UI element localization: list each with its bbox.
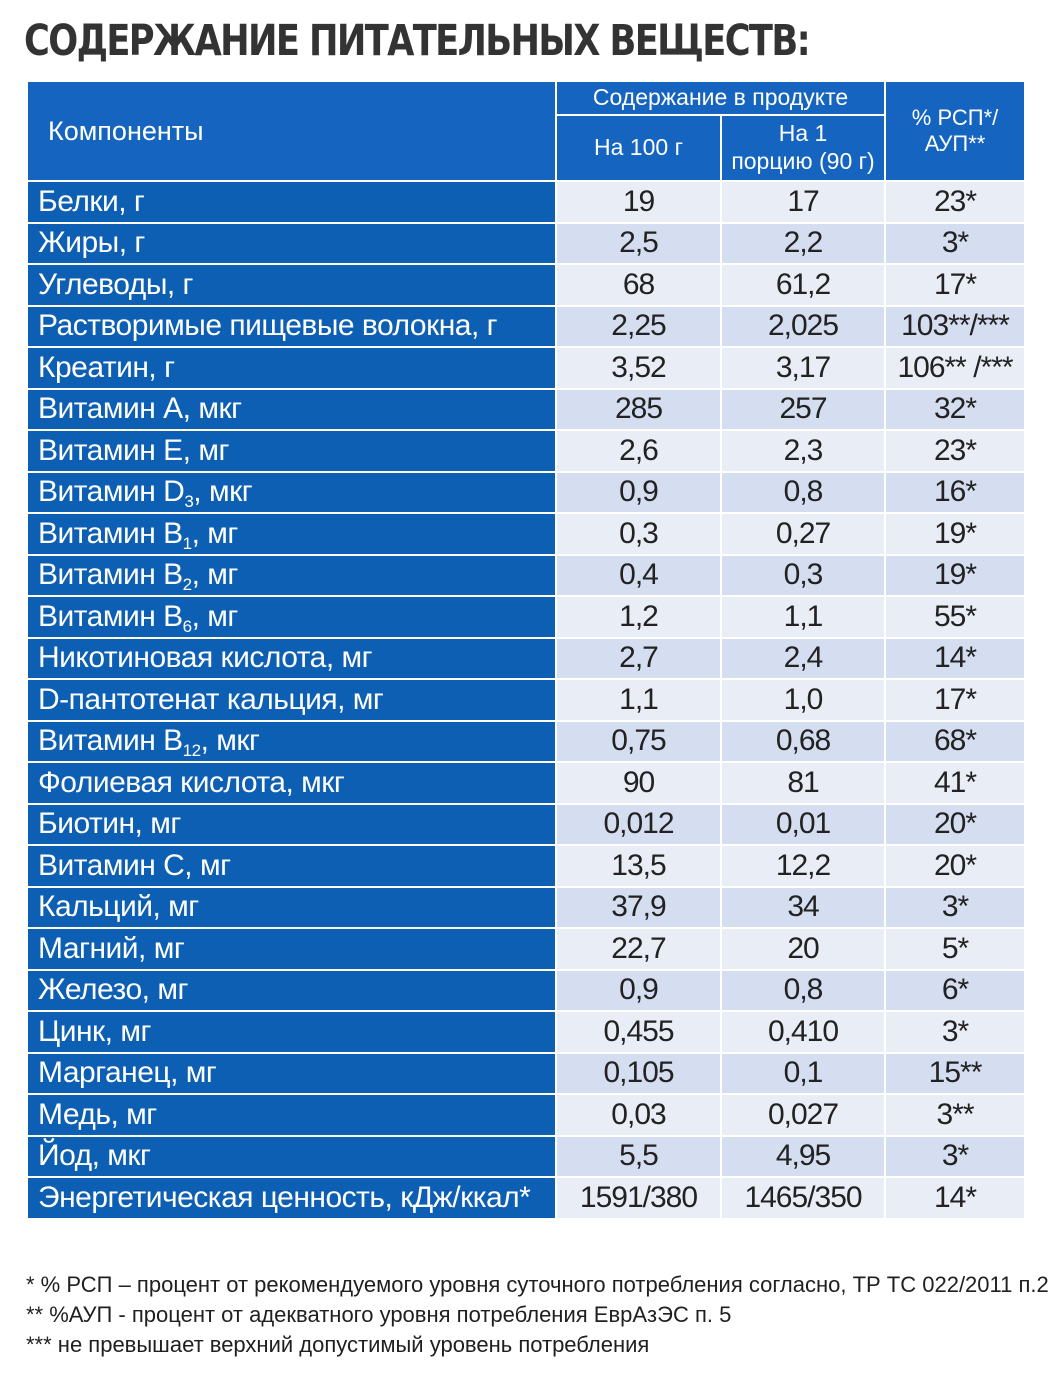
value-rsp-percent: 20* — [885, 845, 1025, 887]
component-label: Медь, мг — [38, 1097, 157, 1131]
value-per-portion: 0,8 — [721, 472, 885, 514]
component-name — [27, 306, 556, 348]
table-body — [27, 181, 1025, 1219]
header-rsp-line2: АУП** — [924, 131, 986, 156]
value-per-100g: 0,3 — [556, 513, 721, 555]
value-per-100g: 37,9 — [556, 887, 721, 929]
value-per-portion: 17 — [721, 181, 885, 223]
component-unit: , мкг — [200, 724, 260, 758]
value-per-portion: 0,1 — [721, 1053, 885, 1095]
value-per-portion: 20 — [721, 928, 885, 970]
value-rsp-percent: 3* — [885, 223, 1025, 265]
value-rsp-percent: 106** /*** — [885, 347, 1025, 389]
component-name — [27, 596, 556, 638]
value-per-portion: 1,0 — [721, 679, 885, 721]
component-label: Креатин, г — [38, 350, 175, 384]
value-rsp-percent: 14* — [885, 1177, 1025, 1219]
component-label: Никотиновая кислота, мг — [38, 641, 373, 675]
header-per-portion-line2: порцию (90 г) — [731, 148, 875, 174]
component-name — [27, 1094, 556, 1136]
value-per-portion: 2,2 — [721, 223, 885, 265]
value-per-100g: 5,5 — [556, 1136, 721, 1178]
header-per-portion — [721, 115, 885, 181]
component-label: Биотин, мг — [38, 807, 181, 841]
table-row — [27, 181, 1025, 223]
value-per-portion: 2,4 — [721, 638, 885, 680]
table-row — [27, 1011, 1025, 1053]
component-name — [27, 223, 556, 265]
component-label: Жиры, г — [38, 226, 145, 260]
value-per-portion: 12,2 — [721, 845, 885, 887]
component-label: Белки, г — [38, 184, 145, 218]
component-subscript: 1 — [182, 533, 192, 553]
table-row — [27, 887, 1025, 929]
component-name — [27, 389, 556, 431]
component-label: Йод, мкг — [38, 1139, 151, 1173]
value-per-portion: 1,1 — [721, 596, 885, 638]
header-per-portion-line1: На 1 — [778, 120, 828, 147]
header-content-group: Содержание в продукте — [556, 81, 885, 115]
value-per-100g: 0,03 — [556, 1094, 721, 1136]
value-rsp-percent: 41* — [885, 762, 1025, 804]
value-per-portion: 0,8 — [721, 970, 885, 1012]
component-label: Энергетическая ценность, кДж/ккал* — [38, 1180, 531, 1214]
component-label: Витамин Е, мг — [38, 433, 229, 467]
table-row — [27, 347, 1025, 389]
value-rsp-percent: 17* — [885, 264, 1025, 306]
value-per-portion: 0,3 — [721, 555, 885, 597]
value-rsp-percent: 20* — [885, 804, 1025, 846]
value-per-100g: 0,105 — [556, 1053, 721, 1095]
component-label: Железо, мг — [38, 973, 188, 1007]
value-per-100g: 1591/380 — [556, 1177, 721, 1219]
footnote-rsp: * % РСП – процент от рекомендуемого уровня суточного потребления согласно, ТР ТС 022/2011 п.2 — [26, 1272, 1049, 1297]
value-per-portion: 2,3 — [721, 430, 885, 472]
table-row — [27, 264, 1025, 306]
component-name — [27, 264, 556, 306]
value-per-100g: 0,9 — [556, 970, 721, 1012]
component-name — [27, 1136, 556, 1178]
table-row — [27, 1136, 1025, 1178]
nutrition-table — [26, 80, 1026, 1220]
table-row — [27, 1094, 1025, 1136]
value-rsp-percent: 3* — [885, 1136, 1025, 1178]
value-per-100g: 0,455 — [556, 1011, 721, 1053]
component-label: Витамин B — [38, 724, 183, 758]
header-rsp-line1: % РСП*/ — [911, 104, 999, 130]
table-row — [27, 555, 1025, 597]
table-row — [27, 721, 1025, 763]
table-row — [27, 596, 1025, 638]
component-unit: , мг — [191, 599, 238, 633]
value-rsp-percent: 103**/*** — [885, 306, 1025, 348]
component-unit: , мг — [191, 516, 238, 550]
component-name — [27, 638, 556, 680]
value-rsp-percent: 3* — [885, 1011, 1025, 1053]
component-name — [27, 887, 556, 929]
table-row — [27, 638, 1025, 680]
component-subscript: 3 — [184, 492, 194, 512]
table-row — [27, 1053, 1025, 1095]
component-label: Витамин B — [38, 558, 183, 592]
component-label: Витамин B — [38, 599, 183, 633]
component-name — [27, 181, 556, 223]
page-title: СОДЕРЖАНИЕ ПИТАТЕЛЬНЫХ ВЕЩЕСТВ: — [24, 16, 810, 66]
value-per-100g: 2,7 — [556, 638, 721, 680]
value-rsp-percent: 14* — [885, 638, 1025, 680]
value-per-100g: 0,75 — [556, 721, 721, 763]
value-per-100g: 13,5 — [556, 845, 721, 887]
component-name — [27, 513, 556, 555]
component-subscript: 6 — [182, 616, 192, 636]
component-label: Марганец, мг — [38, 1056, 217, 1090]
component-name — [27, 845, 556, 887]
component-label: Витамин B — [38, 516, 183, 550]
value-per-100g: 68 — [556, 264, 721, 306]
footnote-aup: ** %АУП - процент от адекватного уровня потребления ЕврАзЭС п. 5 — [26, 1302, 732, 1327]
header-per-100g: На 100 г — [556, 115, 721, 181]
value-per-portion: 4,95 — [721, 1136, 885, 1178]
table-row — [27, 845, 1025, 887]
value-rsp-percent: 19* — [885, 555, 1025, 597]
footnote-upper-limit: *** не превышает верхний допустимый уровень потребления — [26, 1332, 650, 1357]
component-name — [27, 679, 556, 721]
table-header — [27, 81, 1025, 181]
value-per-100g: 0,012 — [556, 804, 721, 846]
table-row — [27, 970, 1025, 1012]
value-per-portion: 0,27 — [721, 513, 885, 555]
value-per-100g: 2,5 — [556, 223, 721, 265]
value-per-portion: 0,027 — [721, 1094, 885, 1136]
component-label: Растворимые пищевые волокна, г — [38, 309, 498, 343]
value-per-100g: 1,1 — [556, 679, 721, 721]
component-name — [27, 970, 556, 1012]
component-name — [27, 472, 556, 514]
header-rsp — [885, 81, 1025, 181]
value-rsp-percent: 6* — [885, 970, 1025, 1012]
component-label: Кальций, мг — [38, 890, 199, 924]
value-per-100g: 0,4 — [556, 555, 721, 597]
table-row — [27, 679, 1025, 721]
value-rsp-percent: 23* — [885, 430, 1025, 472]
value-rsp-percent: 23* — [885, 181, 1025, 223]
component-label: Магний, мг — [38, 931, 185, 965]
table-row — [27, 306, 1025, 348]
value-per-100g: 2,6 — [556, 430, 721, 472]
value-per-portion: 2,025 — [721, 306, 885, 348]
component-subscript: 2 — [182, 575, 192, 595]
table-row — [27, 389, 1025, 431]
value-rsp-percent: 19* — [885, 513, 1025, 555]
value-rsp-percent: 15** — [885, 1053, 1025, 1095]
value-per-portion: 1465/350 — [721, 1177, 885, 1219]
value-per-100g: 0,9 — [556, 472, 721, 514]
header-components: Компоненты — [27, 81, 556, 181]
value-per-100g: 22,7 — [556, 928, 721, 970]
component-unit: , мг — [191, 558, 238, 592]
value-per-portion: 0,410 — [721, 1011, 885, 1053]
component-name — [27, 1177, 556, 1219]
value-rsp-percent: 32* — [885, 389, 1025, 431]
value-per-100g: 90 — [556, 762, 721, 804]
footnotes — [26, 1270, 1049, 1360]
component-label: Цинк, мг — [38, 1014, 151, 1048]
value-rsp-percent: 55* — [885, 596, 1025, 638]
component-label: D-пантотенат кальция, мг — [38, 682, 384, 716]
value-per-portion: 61,2 — [721, 264, 885, 306]
value-per-100g: 1,2 — [556, 596, 721, 638]
component-subscript: 12 — [182, 741, 201, 761]
table-row — [27, 928, 1025, 970]
component-name — [27, 1011, 556, 1053]
component-unit: , мкг — [193, 475, 253, 509]
value-per-100g: 19 — [556, 181, 721, 223]
component-label: Углеводы, г — [38, 267, 193, 301]
value-rsp-percent: 3* — [885, 887, 1025, 929]
value-rsp-percent: 3** — [885, 1094, 1025, 1136]
table-row — [27, 430, 1025, 472]
value-per-portion: 34 — [721, 887, 885, 929]
component-label: Фолиевая кислота, мкг — [38, 765, 345, 799]
value-rsp-percent: 68* — [885, 721, 1025, 763]
value-per-portion: 0,68 — [721, 721, 885, 763]
component-name — [27, 928, 556, 970]
table-row — [27, 762, 1025, 804]
table-row — [27, 223, 1025, 265]
table-row — [27, 804, 1025, 846]
value-per-portion: 0,01 — [721, 804, 885, 846]
value-per-portion: 81 — [721, 762, 885, 804]
component-name — [27, 1053, 556, 1095]
component-name — [27, 430, 556, 472]
component-label: Витамин D — [38, 475, 185, 509]
value-per-100g: 285 — [556, 389, 721, 431]
table-row — [27, 513, 1025, 555]
component-label: Витамин А, мкг — [38, 392, 242, 426]
table-row — [27, 472, 1025, 514]
component-name — [27, 347, 556, 389]
component-name — [27, 804, 556, 846]
component-name — [27, 721, 556, 763]
component-label: Витамин С, мг — [38, 848, 231, 882]
value-per-100g: 3,52 — [556, 347, 721, 389]
value-per-portion: 3,17 — [721, 347, 885, 389]
value-rsp-percent: 16* — [885, 472, 1025, 514]
table-row — [27, 1177, 1025, 1219]
component-name — [27, 762, 556, 804]
value-per-100g: 2,25 — [556, 306, 721, 348]
value-rsp-percent: 17* — [885, 679, 1025, 721]
value-per-portion: 257 — [721, 389, 885, 431]
component-name — [27, 555, 556, 597]
value-rsp-percent: 5* — [885, 928, 1025, 970]
